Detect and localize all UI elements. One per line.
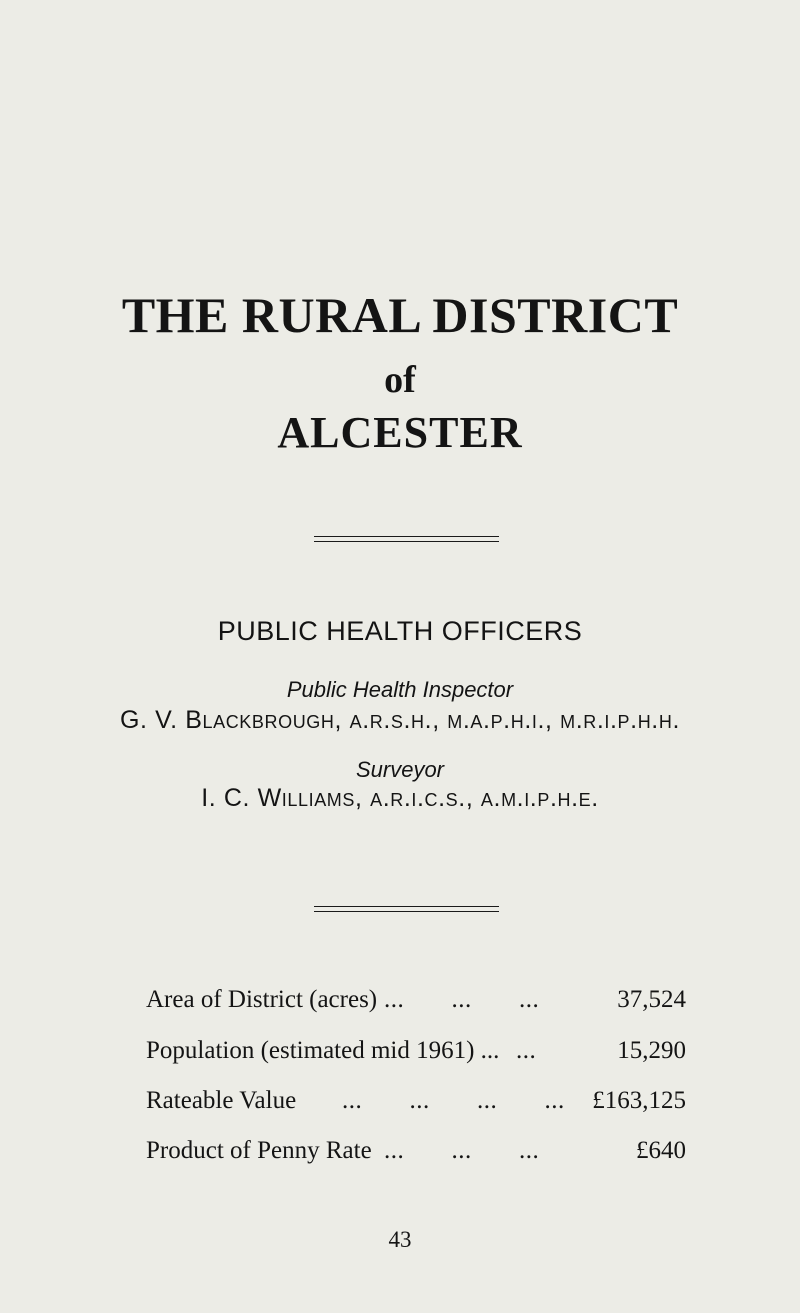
- role-title-surveyor: Surveyor: [355, 757, 445, 782]
- stat-value: 15,290: [617, 1037, 686, 1064]
- stat-label: Area of District (acres): [146, 986, 378, 1013]
- district-name: ALCESTER: [277, 408, 523, 457]
- stat-row-population: [146, 1037, 686, 1073]
- role-title-inspector: Public Health Inspector: [286, 677, 514, 702]
- stat-value: £640: [636, 1137, 686, 1164]
- double-rule-divider: [314, 906, 499, 912]
- section-heading: PUBLIC HEALTH OFFICERS: [217, 616, 583, 646]
- stat-row-rateable-value: [146, 1087, 686, 1123]
- stat-value: 37,524: [617, 986, 686, 1013]
- stat-row-area: [146, 986, 686, 1022]
- stat-leader-dots: ... ... ... ...: [342, 1087, 565, 1114]
- double-rule-divider: [314, 536, 499, 542]
- district-title: THE RURAL DISTRICT: [121, 287, 679, 343]
- page-number: 43: [388, 1227, 412, 1252]
- stat-leader-dots: ... ... ...: [384, 986, 540, 1013]
- stat-label: Rateable Value: [146, 1087, 297, 1114]
- stat-value: £163,125: [592, 1087, 686, 1114]
- stat-row-penny-rate: [146, 1137, 686, 1173]
- district-title-of: of: [384, 359, 416, 401]
- stat-label: Product of Penny Rate: [146, 1137, 372, 1164]
- stat-leader-dots: ... ... ...: [384, 1137, 540, 1164]
- stat-leader-dots: ...: [516, 1037, 537, 1064]
- officer-name-inspector: G. V. Blackbrough, a.r.s.h., m.a.p.h.i., m.r.i.p.h.h.: [120, 706, 680, 734]
- stat-label: Population (estimated mid 1961) ...: [146, 1037, 500, 1064]
- officer-name-surveyor: I. C. Williams, a.r.i.c.s., a.m.i.p.h.e.: [201, 784, 599, 812]
